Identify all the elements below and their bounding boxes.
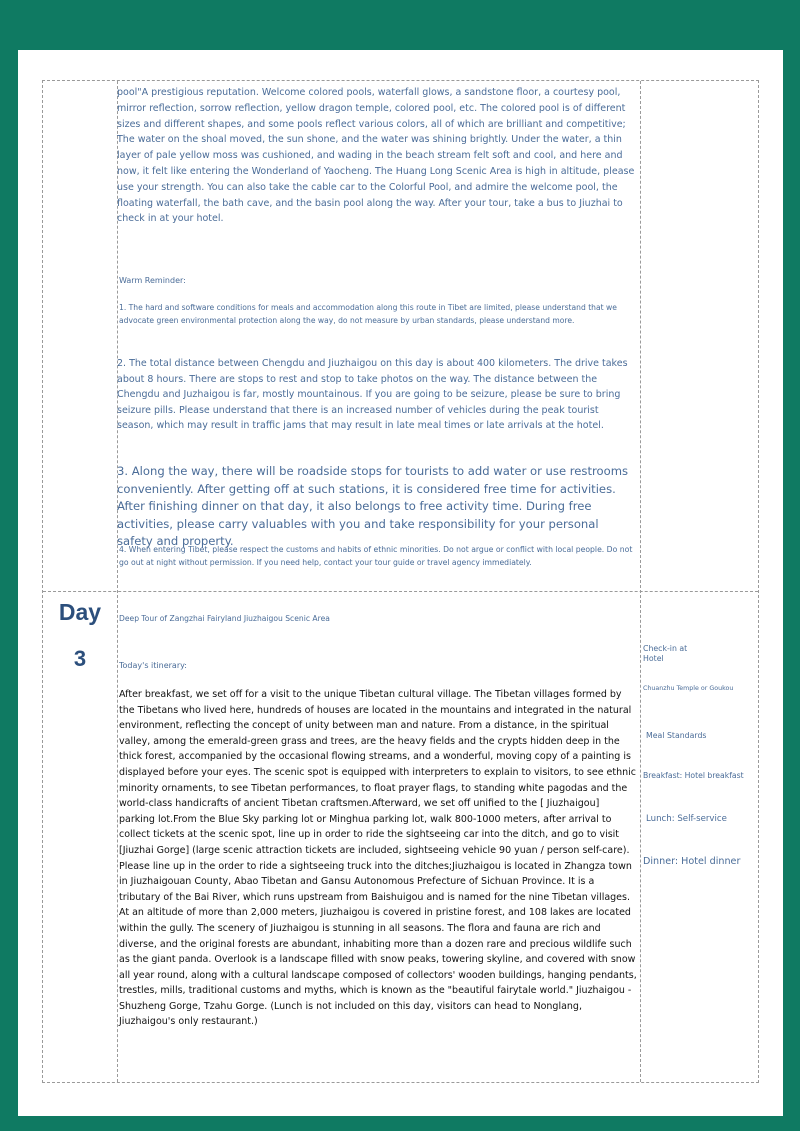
warm-reminder-title: Warm Reminder:	[119, 276, 186, 285]
day-label: Day	[58, 599, 102, 625]
attraction-description: pool"A prestigious reputation. Welcome colored pools, waterfall glows, a sandstone floor, a courtesy pool, mirror reflection, sorrow reflection, yellow dragon temple, colored pool, etc. The colored pool is of different sizes and different shapes, and some pools reflect various colors, all of which are brilliant and competitive; The water on the shoal moved, the sun shone, and the water was shining brightly. Under the water, a thin layer of pale yellow moss was cushioned, and wading in the beach stream felt soft and cool, and here and now, it felt like entering the Wonderland of Yaocheng. The Huang Long Scenic Area is high in altitude, please use your strength. You can also take the cable car to the Colorful Pool, and admire the welcome pool, the floating waterfall, the bath cave, and the basin pool along the way. After your tour, take a bus to Jiuzhai to check in at your hotel.	[117, 87, 635, 225]
itinerary-table	[42, 80, 759, 1083]
row-divider	[43, 591, 758, 592]
document-page	[18, 50, 783, 1116]
hotel-name: Chuanzhu Temple or Goukou	[643, 685, 734, 692]
reminder-3: 3. Along the way, there will be roadside stops for tourists to add water or use restrooms conveniently. After getting off at such stations, it is considered free time for activities. After finishing dinner on that day, it also belongs to free activity time. During free activities, please carry valuables with you and take responsibility for your personal safety and property.	[117, 464, 629, 549]
itinerary-text: After breakfast, we set off for a visit to the unique Tibetan cultural village. The Tibetan villages formed by the Tibetans who lived here, hundreds of houses are located in the mountains and integrated in the natural environment, reflecting the concept of unity between man and nature. From a distance, in the spiritual valley, among the emerald-green grass and trees, are the heavy fields and the crypts hidden deep in the thick forest, accompanied by the occasional flowing streams, and a wonderful, moving copy of a painting is displayed before your eyes. The scenic spot is equipped with interpreters to explain to visitors, to see ethnic minority ornaments, to see Tibetan performances, to float prayer flags, to standing white pagodas and the world-class handicrafts of ancient Tibetan craftsmen.Afterward, we set off unified to the [ Jiuzhaigou] parking lot.From the Blue Sky parking lot or Minghua parking lot, walk 800-1000 meters, after arrival to collect tickets at the scenic spot, line up in order to ride the sightseeing car into the ditch, and go to visit [Jiuzhai Gorge] (large scenic attraction tickets are included, sightseeing vehicle 90 yuan / person self-care). Please line up in the order to ride a sightseeing truck into the ditches;Jiuzhaigou is located in Zhangza town in Jiuzhaigouan County, Abao Tibetan and Gansu Autonomous Prefecture of Sichuan Province. It is a tributary of the Bai River, which runs upstream from Baishuigou and is named for the nine Tibetan villages. At an altitude of more than 2,000 meters, Jiuzhaigou is covered in pristine forest, and 108 lakes are located within the gully. The scenery of Jiuzhaigou is stunning in all seasons. The flora and fauna are rich and diverse, and the original forests are abundant, inhabiting more than a dozen rare and precious wildlife such as the giant panda. Overlook is a landscape filled with snow peaks, towering skyline, and covered with snow all year round, along with a cultural landscape composed of collectors' wooden buildings, hanging pendants, trestles, mills, traditional customs and myths, which is known as the "beautiful fairytale world." Jiuzhaigou - Shuzheng Gorge, Tzahu Gorge. (Lunch is not included on this day, visitors can head to Nonglang, Jiuzhaigou's only restaurant.)	[119, 689, 637, 1028]
day-number: 3	[73, 646, 87, 671]
checkin-label: Check-in at Hotel	[643, 644, 688, 663]
itinerary-label: Today's itinerary:	[119, 661, 187, 670]
reminder-2: 2. The total distance between Chengdu and Jiuzhaigou on this day is about 400 kilometers. The drive takes about 8 hours. There are stops to rest and stop to take photos on the way. The distance between the Chengdu and Juzhaigou is far, mostly mountainous. If you are going to be seizure, please be sure to bring seizure pills. Please understand that there is an increased number of vehicles during the peak tourist season, which may result in traffic jams that may result in late meal times or late arrivals at the hotel.	[117, 358, 628, 431]
reminder-4: 4. When entering Tibet, please respect the customs and habits of ethnic minorities. Do not argue or conflict with local people. Do not go out at night without permission. If you need help, contact your tour guide or travel agency immediately.	[119, 545, 633, 567]
reminder-1: 1. The hard and software conditions for meals and accommodation along this route in Tibet are limited, please understand that we advocate green environmental protection along the way, do not measure by urban standards, please understand more.	[119, 303, 617, 325]
previous-day-content	[117, 81, 639, 591]
dinner-info: Dinner: Hotel dinner	[643, 856, 741, 867]
tour-title: Deep Tour of Zangzhai Fairyland Jiuzhaigou Scenic Area	[119, 614, 330, 623]
column-divider	[640, 81, 641, 1082]
breakfast-info: Breakfast: Hotel breakfast	[643, 771, 744, 780]
meal-standards-label: Meal Standards	[646, 731, 707, 740]
lunch-info: Lunch: Self-service	[646, 814, 727, 824]
